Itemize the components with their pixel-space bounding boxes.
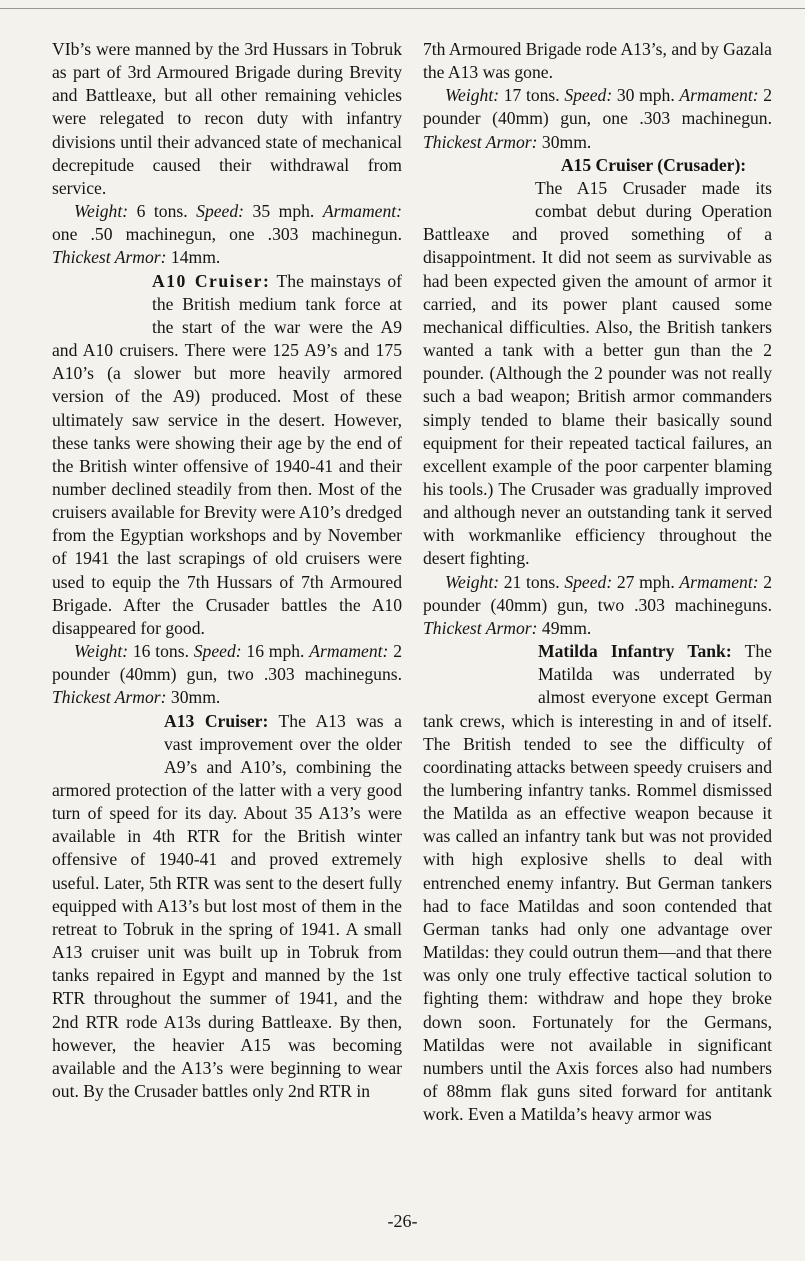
- weight-value: 6 tons.: [128, 201, 197, 222]
- a10-section: [52, 270, 402, 641]
- speed-label: Speed:: [564, 571, 613, 592]
- speed-value: 27 mph.: [612, 571, 680, 592]
- weight-label: Weight:: [445, 571, 500, 592]
- speed-value: 30 mph.: [612, 85, 680, 106]
- page-number: -26-: [387, 1211, 418, 1231]
- paragraph-vib: VIb’s were manned by the 3rd Hussars in Tobruk as part of 3rd Armoured Brigade during Brevity and Battleaxe, but all other remaining vehicles were relegated to recon duty with infantry divisions until their advanced state of mechanical decrepitude caused their withdrawal from service.: [52, 39, 402, 198]
- stats-a13: [423, 84, 772, 153]
- armament-value: 2 pounder (40mm) gun, one .303 machinegun.: [423, 85, 772, 129]
- matilda-heading: Matilda Infantry Tank:: [538, 641, 732, 662]
- stats-a10: [52, 640, 402, 709]
- armor-value: 30mm.: [166, 687, 221, 708]
- left-column: [52, 38, 402, 1103]
- weight-label: Weight:: [445, 85, 500, 106]
- stats-vib: [52, 200, 402, 269]
- top-rule: [0, 8, 805, 9]
- stats-a15: [423, 571, 772, 640]
- a10-text: The mainstays of the British medium tank force at the start of the war were the A9 and A10 cruisers. There were 125 A9’s and 175 A10’s (a slower but more heavily armored version of the A9) produced. Most of these ultimately saw service in the desert. However, these tanks were showing their age by the end of the British winter offensive of 1940-41 and their number declined steadily from then. Most of the cruisers available for Brevity were A10’s dredged from the Egyptian workshops and by November of 1941 the last scrapings of old cruisers were used to equip the 7th Hussars of 7th Armoured Brigade. After the Crusader battles the A10 disappeared for good.: [52, 270, 402, 638]
- armament-value: 2 pounder (40mm) gun, two .303 machineguns.: [52, 641, 402, 685]
- a15-heading: A15 Cruiser (Crusader):: [560, 154, 747, 175]
- armament-value: one .50 machinegun, one .303 machinegun.: [52, 224, 402, 245]
- paragraph-a13-end: 7th Armoured Brigade rode A13’s, and by Gazala the A13 was gone.: [423, 39, 772, 83]
- matilda-section: [423, 640, 772, 1126]
- armor-label: Thickest Armor:: [423, 617, 538, 638]
- armament-label: Armament:: [679, 571, 759, 592]
- speed-value: 35 mph.: [244, 201, 323, 222]
- a13-section: [52, 710, 402, 1104]
- armament-label: Armament:: [322, 201, 402, 222]
- weight-label: Weight:: [74, 201, 129, 222]
- armor-value: 14mm.: [166, 247, 221, 268]
- a10-heading: A10 Cruiser:: [152, 270, 271, 291]
- a13-text: The A13 was a vast improvement over the older A9’s and A10’s, combining the armored protection of the latter with a very good turn of speed for its day. About 35 A13’s were available in 4th RTR for the British winter offensive of 1940-41 and proved extremely useful. Later, 5th RTR was sent to the desert fully equipped with A13’s but lost most of them in the retreat to Tobruk in the spring of 1941. A small A13 cruiser unit was built up in Tobruk from tanks repaired in Egypt and manned by the 1st RTR throughout the summer of 1941, and the 2nd RTR rode A13s during Battleaxe. By then, however, the heavier A15 was becoming available and the A13’s were beginning to wear out. By the Crusader battles only 2nd RTR in: [52, 710, 402, 1102]
- armament-value: 2 pounder (40mm) gun, two .303 machineguns.: [423, 571, 772, 615]
- a15-text: The A15 Crusader made its combat debut during Operation Battleaxe and proved something of a disappointment. It did not seem as survivable as had been expected given the amount of armor it carried, and its power plant caused some mechanical difficulties. Also, the British tankers wanted a tank with a better gun than the 2 pounder. (Although the 2 pounder was not really such a bad weapon; British armor commanders simply tended to blame their basically sound equipment for their repeated tactical failures, an excellent example of the poor carpenter blaming his tools.) The Crusader was gradually improved and although never an outstanding tank it served with workmanlike efficiency throughout the desert fighting.: [423, 177, 772, 569]
- armament-label: Armament:: [679, 85, 759, 106]
- speed-label: Speed:: [196, 201, 245, 222]
- speed-label: Speed:: [564, 85, 613, 106]
- right-column: [423, 38, 772, 1126]
- speed-label: Speed:: [193, 641, 242, 662]
- armament-label: Armament:: [309, 641, 389, 662]
- weight-label: Weight:: [74, 641, 129, 662]
- armor-label: Thickest Armor:: [423, 131, 538, 152]
- weight-value: 16 tons.: [128, 641, 194, 662]
- weight-value: 21 tons.: [499, 571, 565, 592]
- armor-label: Thickest Armor:: [52, 687, 167, 708]
- matilda-text: The Matilda was underrated by almost everyone except German tank crews, which is interesting in and of itself. The British tended to see the difficulty of coordinating attacks between speedy cruisers and the lumbering infantry tanks. Rommel dismissed the Matilda as an effective weapon because it was called an infantry tank but was not provided with high explosive shells to deal with entrenched enemy infantry. But German tankers had to face Matildas and soon contended that German tanks had only one advantage over Matildas: they could outrun them—and that there was only one truly effective tactical solution to fighting them: withdraw and hope they broke down soon. Fortunately for the Germans, Matildas were not available in significant numbers until the Axis forces also had numbers of 88mm flak guns sited forward for antitank work. Even a Matilda’s heavy armor was: [423, 641, 772, 1125]
- armor-value: 49mm.: [537, 617, 592, 638]
- speed-value: 16 mph.: [241, 641, 310, 662]
- weight-value: 17 tons.: [499, 85, 565, 106]
- a13-heading: A13 Cruiser:: [164, 710, 269, 731]
- armor-label: Thickest Armor:: [52, 247, 167, 268]
- armor-value: 30mm.: [537, 131, 592, 152]
- a15-section: [423, 177, 772, 571]
